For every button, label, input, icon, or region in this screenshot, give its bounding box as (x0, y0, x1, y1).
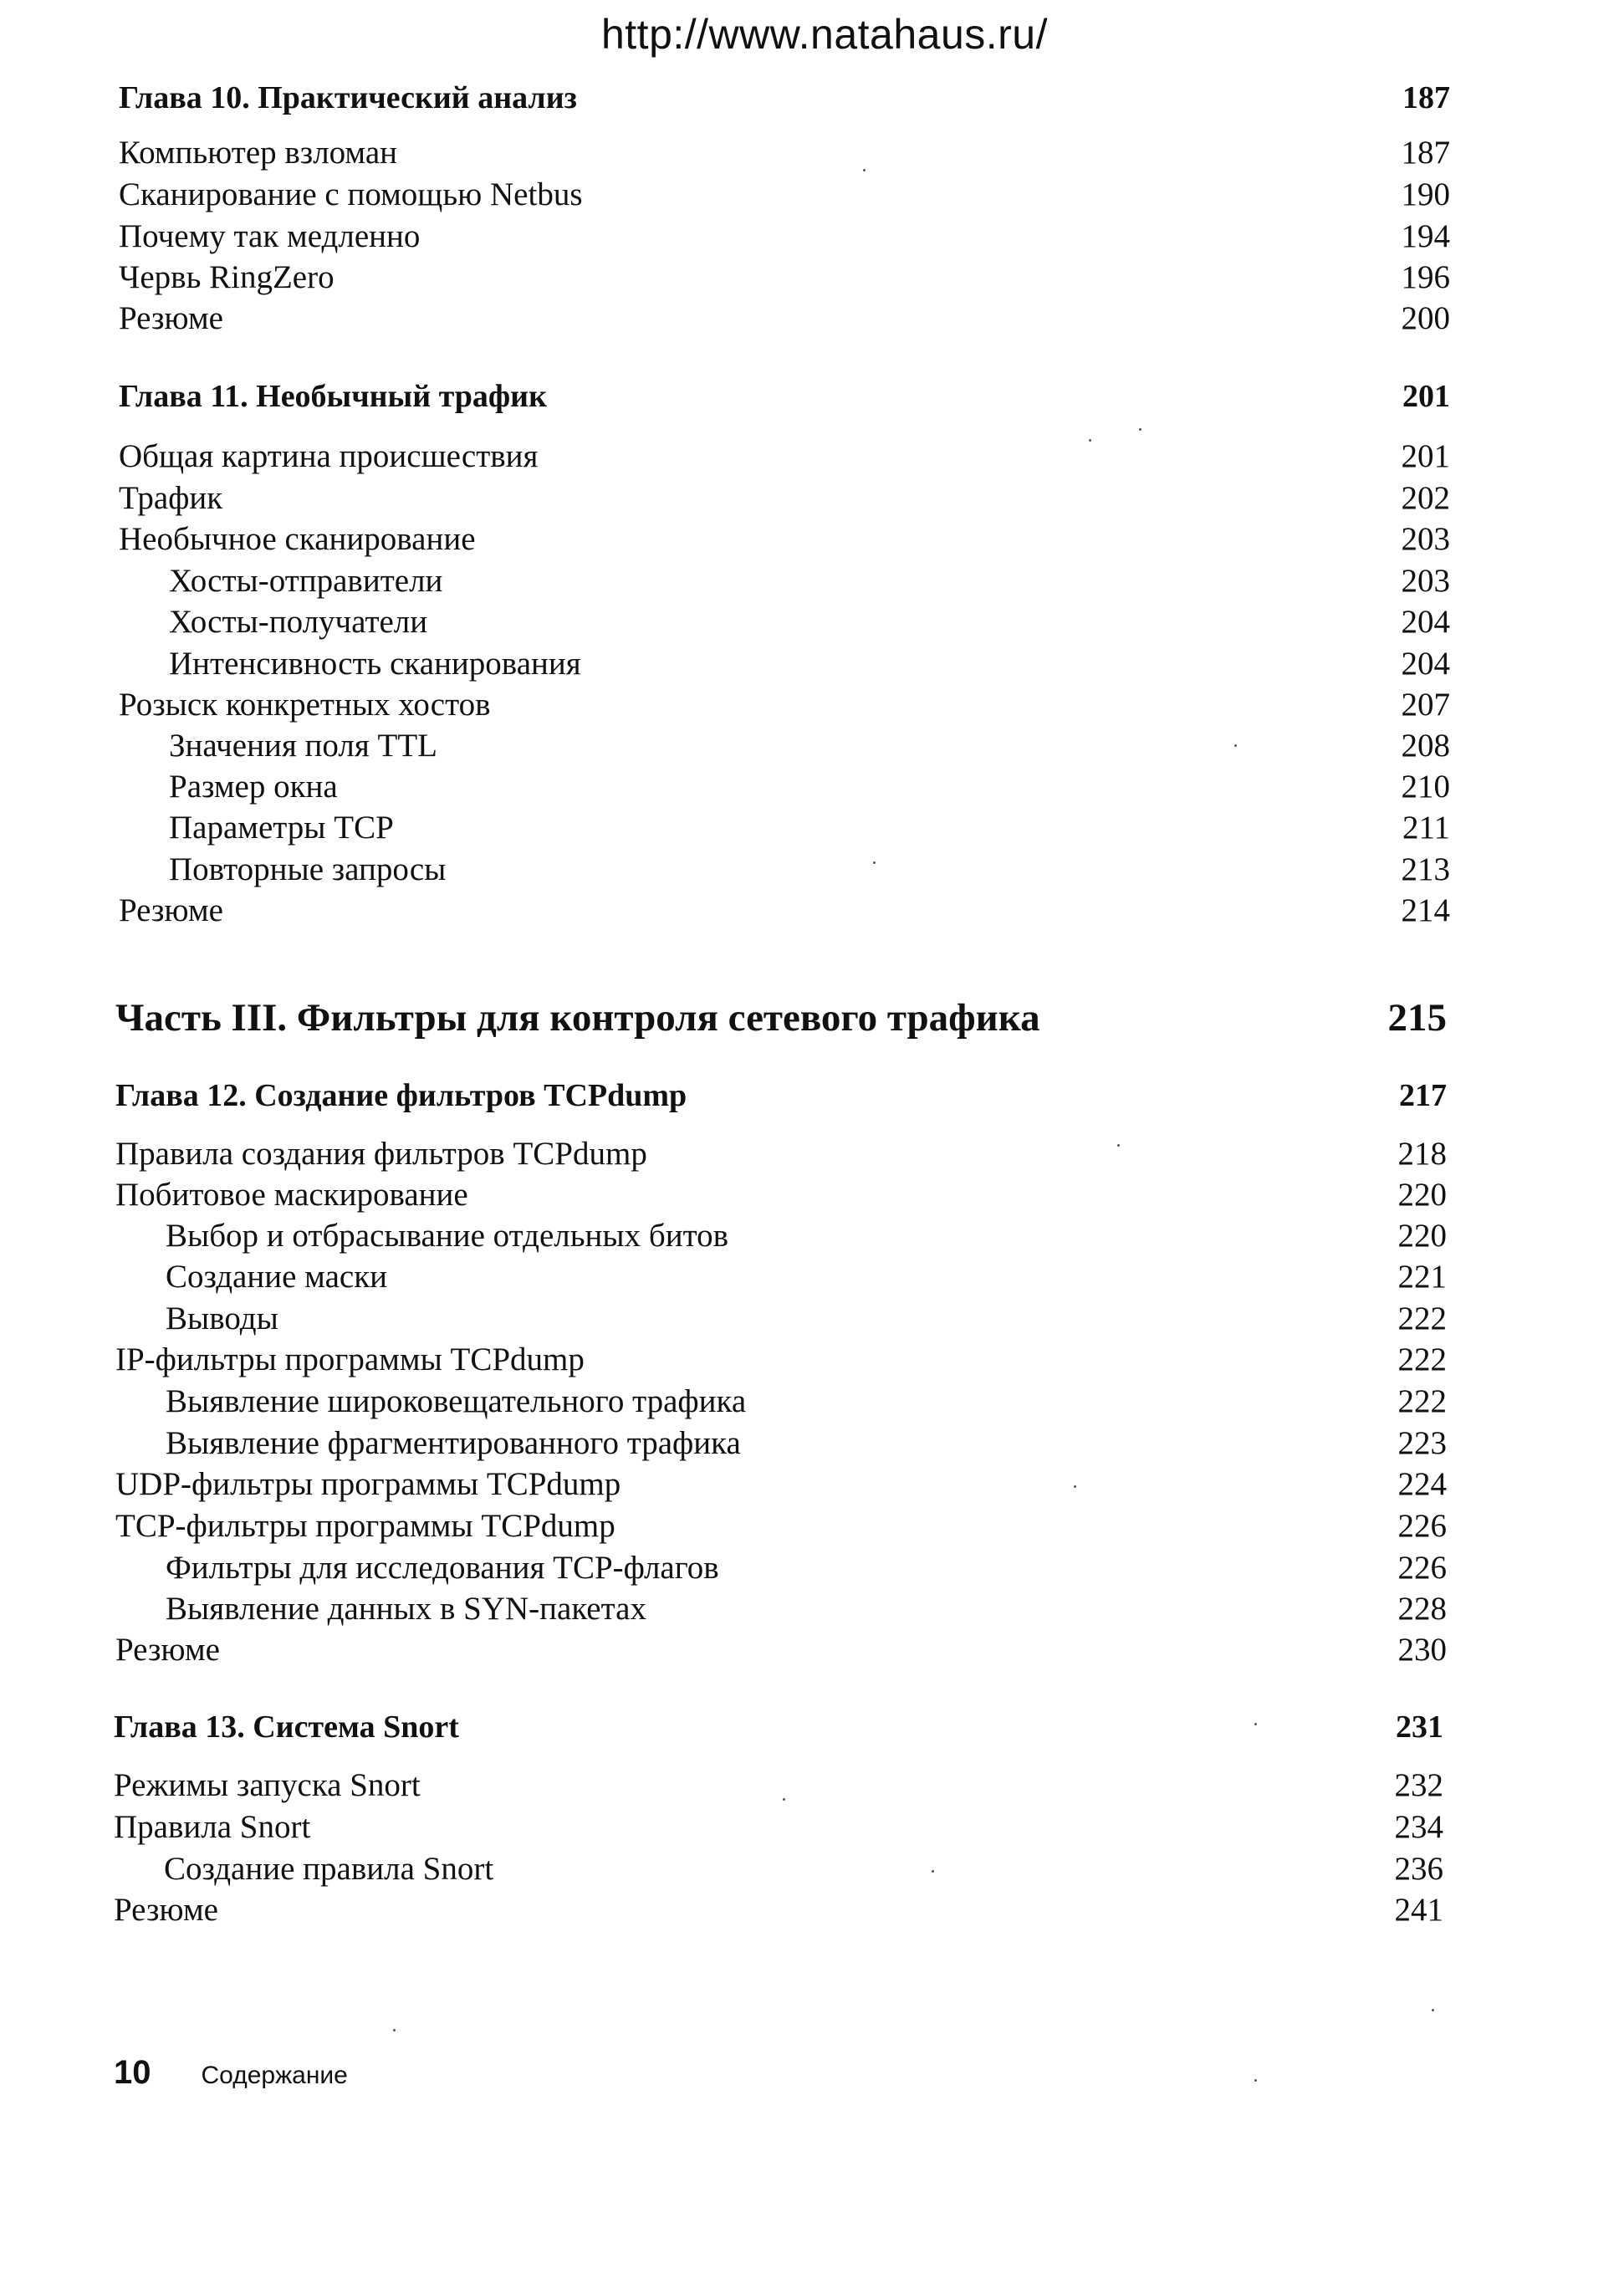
toc-title: Компьютер взломан (119, 135, 398, 171)
toc-page-number: 213 (1401, 851, 1450, 887)
toc-page-number: 223 (1397, 1425, 1447, 1461)
toc-subentry (169, 645, 1450, 682)
toc-title: Сканирование с помощью Netbus (119, 176, 583, 212)
toc-page-number: 226 (1397, 1550, 1447, 1586)
toc-subentry (169, 603, 1450, 641)
toc-title: Глава 12. Создание фильтров TCPdump (115, 1078, 687, 1113)
toc-page-number: 220 (1397, 1218, 1447, 1254)
toc-subentry (164, 1850, 1443, 1888)
toc-title: Червь RingZero (119, 259, 335, 295)
toc-subentry (166, 1590, 1447, 1628)
toc-page-number: 215 (1387, 996, 1447, 1040)
toc-entry (115, 1135, 1447, 1173)
toc-entry (115, 1465, 1447, 1503)
header-url: http://www.natahaus.ru/ (600, 11, 1048, 58)
toc-subentry (166, 1300, 1447, 1337)
toc-page-number: 230 (1397, 1632, 1447, 1668)
toc-page-number: 187 (1402, 80, 1450, 115)
toc-page-number: 202 (1401, 480, 1450, 516)
toc-entry (114, 1808, 1443, 1846)
toc-subentry (169, 727, 1450, 764)
toc-title: Создание правила Snort (164, 1851, 494, 1887)
toc-entry (119, 892, 1450, 929)
toc-entry (119, 437, 1450, 475)
toc-page-number: 210 (1401, 769, 1450, 805)
toc-title: Значения поля TTL (169, 728, 437, 764)
toc-title: Резюме (115, 1632, 220, 1668)
chapter-heading (115, 1077, 1447, 1114)
toc-subentry (169, 809, 1450, 846)
toc-page-number: 222 (1397, 1301, 1447, 1336)
toc-page-number: 222 (1397, 1341, 1447, 1377)
toc-title: Резюме (119, 300, 223, 336)
toc-title: Почему так медленно (119, 218, 421, 254)
scan-speck (932, 1870, 934, 1873)
page-footer (114, 2054, 348, 2092)
toc-page-number: 234 (1394, 1809, 1443, 1845)
toc-title: Хосты-получатели (169, 604, 428, 640)
toc-title: Создание маски (166, 1259, 388, 1295)
scan-speck (1254, 1723, 1257, 1725)
toc-title: Интенсивность сканирования (169, 646, 581, 682)
toc-title: TCP-фильтры программы TCPdump (115, 1508, 615, 1544)
toc-page-number: 203 (1401, 521, 1450, 557)
toc-title: Хосты-отправители (169, 563, 443, 599)
toc-entry (115, 1176, 1447, 1214)
section-label: Содержание (201, 2062, 348, 2089)
toc-title: Розыск конкретных хостов (119, 687, 491, 723)
toc-title: Глава 10. Практический анализ (119, 80, 577, 115)
toc-subentry (169, 768, 1450, 805)
scan-speck (1074, 1485, 1076, 1488)
toc-title: Выявление фрагментированного трафика (166, 1425, 741, 1461)
toc-subentry (166, 1258, 1447, 1295)
toc-title: Размер окна (169, 769, 338, 805)
toc-title: Параметры TCP (169, 810, 394, 846)
toc-page-number: 200 (1401, 300, 1450, 336)
toc-page-number: 203 (1401, 563, 1450, 599)
toc-title: Побитовое маскирование (115, 1177, 468, 1213)
toc-subentry (169, 562, 1450, 600)
toc-entry (119, 258, 1450, 296)
toc-entry (115, 1631, 1447, 1669)
part-heading (115, 995, 1447, 1040)
toc-entry (119, 217, 1450, 255)
toc-page-number: 236 (1394, 1851, 1443, 1887)
toc-title: Правила Snort (114, 1809, 311, 1845)
chapter-heading (119, 378, 1450, 415)
toc-title: Выбор и отбрасывание отдельных битов (166, 1218, 729, 1254)
toc-title: Необычное сканирование (119, 521, 476, 557)
toc-entry (119, 134, 1450, 171)
toc-subentry (166, 1549, 1447, 1587)
toc-title: Режимы запуска Snort (114, 1767, 421, 1803)
toc-title: Выявление данных в SYN-пакетах (166, 1591, 646, 1627)
toc-page-number: 232 (1394, 1767, 1443, 1803)
toc-title: Выявление широковещательного трафика (166, 1383, 747, 1419)
toc-subentry (169, 851, 1450, 888)
chapter-heading (114, 1709, 1443, 1745)
toc-entry (119, 479, 1450, 517)
scan-speck (393, 2029, 396, 2031)
toc-page-number: 231 (1396, 1709, 1443, 1745)
toc-page-number: 221 (1397, 1259, 1447, 1295)
page-number: 10 (114, 2054, 151, 2091)
toc-page-number: 241 (1394, 1892, 1443, 1928)
toc-page-number: 201 (1401, 438, 1450, 474)
toc-page-number: 224 (1397, 1466, 1447, 1502)
toc-title: Фильтры для исследования TCP-флагов (166, 1550, 719, 1586)
toc-title: Глава 11. Необычный трафик (119, 379, 547, 414)
toc-title: IP-фильтры программы TCPdump (115, 1341, 585, 1377)
toc-title: Повторные запросы (169, 851, 447, 887)
toc-title: Часть III. Фильтры для контроля сетевого трафика (115, 996, 1040, 1040)
scan-speck (1234, 744, 1237, 747)
toc-page-number: 226 (1397, 1508, 1447, 1544)
toc-page-number: 194 (1401, 218, 1450, 254)
scan-speck (783, 1798, 785, 1801)
toc-title: Резюме (114, 1892, 218, 1928)
toc-subentry (166, 1382, 1447, 1420)
toc-page-number: 196 (1401, 259, 1450, 295)
toc-entry (114, 1766, 1443, 1804)
toc-page-number: 217 (1399, 1078, 1447, 1113)
toc-page-number: 220 (1397, 1177, 1447, 1213)
toc-page-number: 204 (1401, 604, 1450, 640)
toc-page-number: 201 (1402, 379, 1450, 414)
toc-title: UDP-фильтры программы TCPdump (115, 1466, 621, 1502)
toc-page-number: 218 (1397, 1136, 1447, 1172)
toc-title: Резюме (119, 892, 223, 928)
scan-speck (1254, 2079, 1257, 2082)
toc-page-number: 228 (1397, 1591, 1447, 1627)
scan-speck (1089, 439, 1091, 442)
scan-speck (1117, 1144, 1120, 1147)
scan-speck (1139, 428, 1141, 431)
toc-page-number: 208 (1401, 728, 1450, 764)
toc-page-number: 214 (1401, 892, 1450, 928)
toc-title: Глава 13. Система Snort (114, 1709, 459, 1745)
toc-page-number: 207 (1401, 687, 1450, 723)
toc-title: Правила создания фильтров TCPdump (115, 1136, 647, 1172)
toc-entry (119, 299, 1450, 337)
scan-speck (1432, 2009, 1434, 2011)
toc-subentry (166, 1424, 1447, 1462)
scan-speck (873, 861, 876, 864)
toc-title: Выводы (166, 1301, 278, 1336)
toc-title: Трафик (119, 480, 223, 516)
toc-page-number: 204 (1401, 646, 1450, 682)
scan-speck (863, 169, 866, 171)
toc-page-number: 187 (1401, 135, 1450, 171)
toc-page-number: 211 (1402, 810, 1450, 846)
toc-subentry (166, 1217, 1447, 1255)
toc-entry (119, 686, 1450, 723)
toc-title: Общая картина происшествия (119, 438, 539, 474)
chapter-heading (119, 79, 1450, 116)
toc-entry (119, 520, 1450, 558)
toc-entry (119, 176, 1450, 213)
toc-page-number: 222 (1397, 1383, 1447, 1419)
toc-page-number: 190 (1401, 176, 1450, 212)
toc-entry (114, 1891, 1443, 1929)
toc-entry (115, 1507, 1447, 1545)
toc-entry (115, 1341, 1447, 1378)
